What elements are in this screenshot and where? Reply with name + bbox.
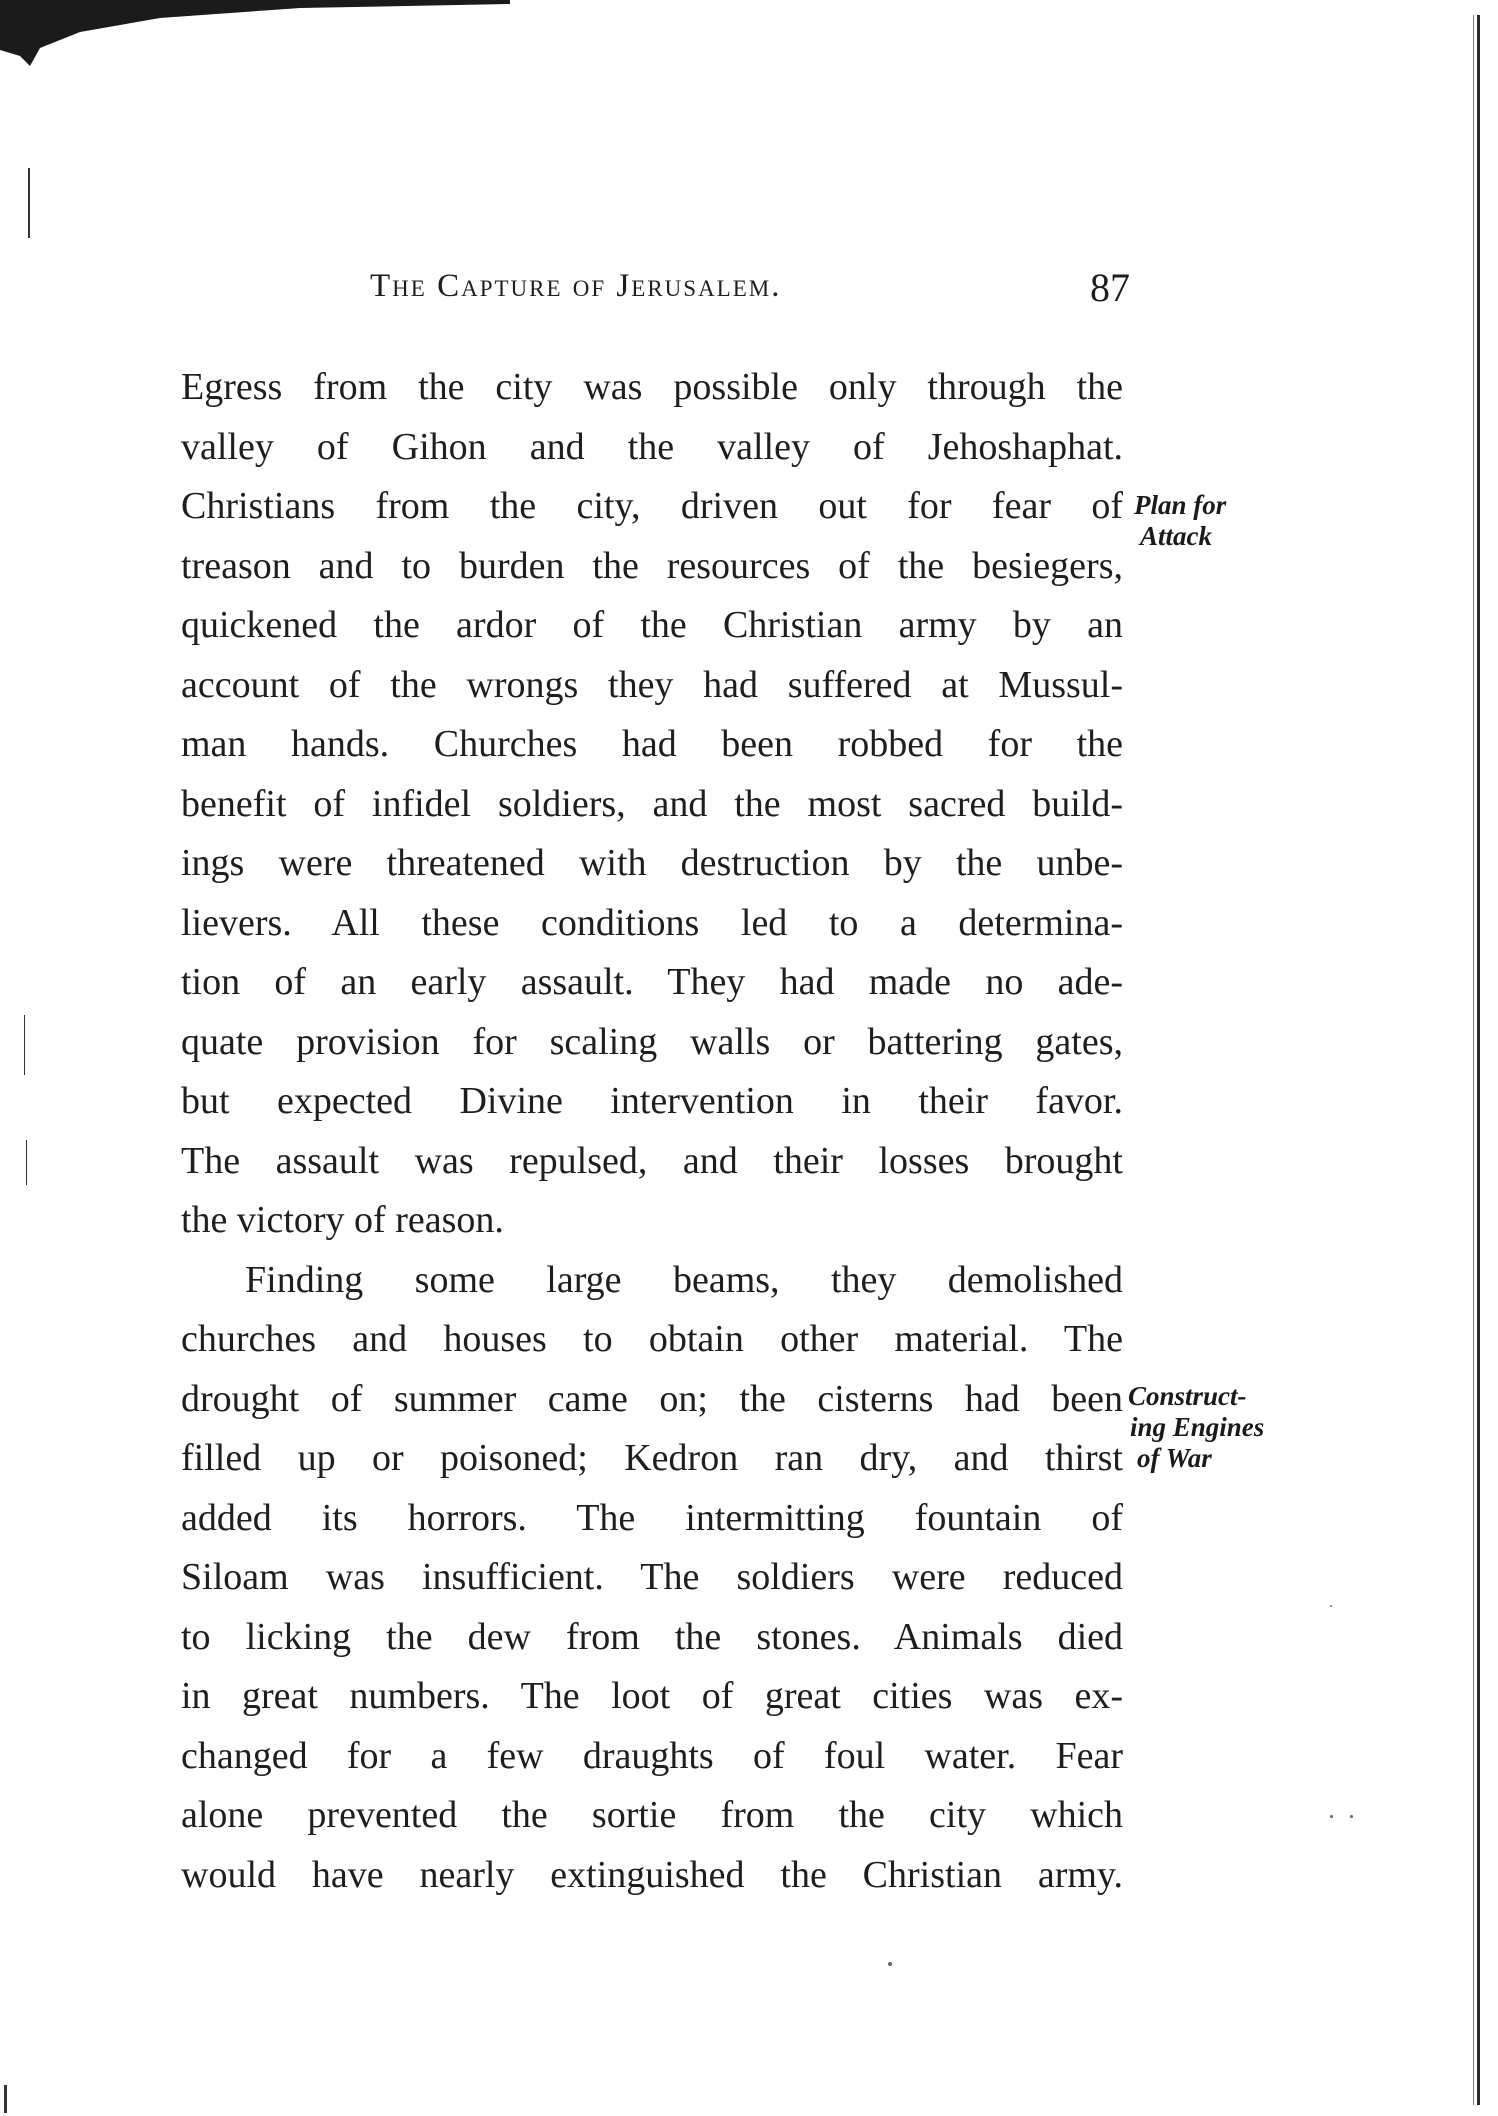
text-line: but expected Divine intervention in their favor. bbox=[181, 1080, 1123, 1122]
text-line: quate provision for scaling walls or battering gates, bbox=[181, 1020, 1123, 1063]
speck bbox=[1350, 1815, 1353, 1818]
text-line: alone prevented the sortie from the city which bbox=[181, 1794, 1123, 1836]
sidenote-line: Construct- bbox=[1128, 1381, 1247, 1411]
sidenote-constructing-engines bbox=[1128, 1381, 1264, 1474]
text-line: in great numbers. The loot of great cities was ex- bbox=[181, 1675, 1123, 1717]
text-line: added its horrors. The intermitting fountain of bbox=[181, 1496, 1123, 1539]
margin-mark bbox=[4, 2085, 7, 2113]
margin-mark bbox=[26, 1140, 27, 1185]
text-line: churches and houses to obtain other material. The bbox=[181, 1318, 1123, 1360]
text-line: Christians from the city, driven out for fear of bbox=[181, 485, 1123, 527]
text-line: changed for a few draughts of foul water. Fear bbox=[181, 1734, 1123, 1777]
text-line: to licking the dew from the stones. Animals died bbox=[181, 1615, 1123, 1658]
speck bbox=[1330, 1605, 1332, 1607]
text-line: lievers. All these conditions led to a determina- bbox=[181, 901, 1123, 944]
sidenote-line: Plan for bbox=[1134, 490, 1227, 520]
page-edge bbox=[1477, 15, 1480, 2105]
sidenote-plan-for-attack bbox=[1134, 490, 1226, 552]
text-line: Siloam was insufficient. The soldiers were reduced bbox=[181, 1556, 1123, 1598]
text-line: would have nearly extinguished the Christian army. bbox=[181, 1853, 1123, 1896]
text-line: drought of summer came on; the cisterns had been bbox=[181, 1377, 1123, 1420]
scan-smudge bbox=[0, 0, 510, 70]
text-line: ings were threatened with destruction by the unbe- bbox=[181, 842, 1123, 884]
text-line: Egress from the city was possible only through the bbox=[181, 366, 1123, 408]
margin-mark bbox=[24, 1015, 25, 1075]
speck bbox=[1330, 1815, 1333, 1818]
text-line: quickened the ardor of the Christian army by an bbox=[181, 604, 1123, 646]
text-line: filled up or poisoned; Kedron ran dry, and thirst bbox=[181, 1437, 1123, 1479]
body-text bbox=[181, 358, 1123, 1905]
text-line: treason and to burden the resources of the besiegers, bbox=[181, 544, 1123, 587]
text-line: benefit of infidel soldiers, and the most sacred build- bbox=[181, 782, 1123, 825]
text-line: account of the wrongs they had suffered at Mussul- bbox=[181, 663, 1123, 706]
page-number: 87 bbox=[1090, 265, 1130, 310]
page-edge bbox=[1473, 15, 1474, 2105]
sidenote-line: ing Engines bbox=[1130, 1412, 1265, 1442]
margin-mark bbox=[28, 168, 30, 238]
running-header bbox=[180, 265, 1140, 328]
text-line: man hands. Churches had been robbed for the bbox=[181, 723, 1123, 765]
text-line: The assault was repulsed, and their losses brought bbox=[181, 1139, 1123, 1182]
text-line: tion of an early assault. They had made no ade- bbox=[181, 961, 1123, 1003]
sidenote-line: of War bbox=[1137, 1443, 1212, 1473]
sidenote-line: Attack bbox=[1140, 521, 1212, 551]
text-line: the victory of reason. bbox=[181, 1199, 504, 1241]
text-line: Finding some large beams, they demolished bbox=[245, 1258, 1123, 1301]
text-line: valley of Gihon and the valley of Jehoshaphat. bbox=[181, 425, 1123, 468]
speck bbox=[888, 1962, 892, 1966]
running-title: The Capture of Jerusalem. bbox=[370, 268, 782, 304]
